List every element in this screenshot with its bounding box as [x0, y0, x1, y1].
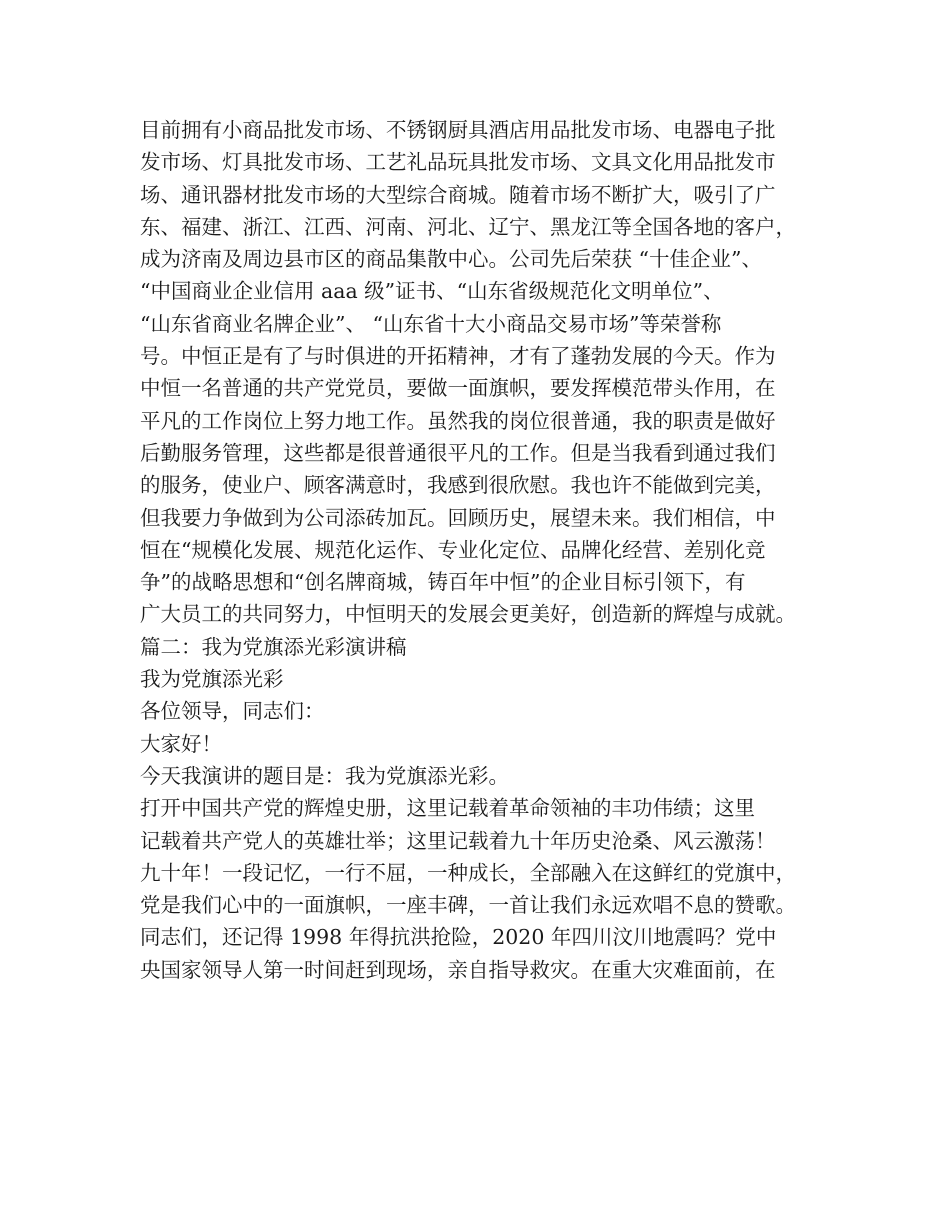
- text-line: “中国商业企业信用 aaa 级”证书、“山东省级规范化文明单位”、: [140, 279, 724, 304]
- text-line: 党是我们心中的一面旗帜，一座丰碑，一首让我们永远欢唱不息的赞歌。: [140, 893, 796, 918]
- text-line: “山东省商业名牌企业”、 “山东省十大小商品交易市场”等荣誉称: [140, 311, 722, 336]
- text-line: 中恒一名普通的共产党党员，要做一面旗帜，要发挥模范带头作用，在: [140, 376, 776, 401]
- text-line: 广大员工的共同努力，中恒明天的发展会更美好，创造新的辉煌与成就。: [140, 602, 796, 627]
- text-line: 今天我演讲的题目是：我为党旗添光彩。: [140, 763, 509, 788]
- speech-title: 我为党旗添光彩: [140, 667, 284, 692]
- text-line: 同志们，还记得 1998 年得抗洪抢险，2020 年四川汶川地震吗？党中: [140, 925, 777, 950]
- text-line: 后勤服务管理，这些都是很普通很平凡的工作。但是当我看到通过我们: [140, 440, 776, 465]
- section-heading: 篇二：我为党旗添光彩演讲稿: [140, 634, 407, 659]
- text-line: 央国家领导人第一时间赶到现场，亲自指导救灾。在重大灾难面前，在: [140, 957, 776, 982]
- text-line: 九十年！一段记忆，一行不屈，一种成长，全部融入在这鲜红的党旗中，: [140, 860, 796, 885]
- text-line: 但我要力争做到为公司添砖加瓦。回顾历史，展望未来。我们相信，中: [140, 505, 776, 530]
- text-line: 场、通讯器材批发市场的大型综合商城。随着市场不断扩大，吸引了广: [140, 182, 776, 207]
- text-line: 记载着共产党人的英雄壮举；这里记载着九十年历史沧桑、风云激荡！: [140, 828, 776, 853]
- text-line: 打开中国共产党的辉煌史册，这里记载着革命领袖的丰功伟绩；这里: [140, 796, 755, 821]
- text-line: 发市场、灯具批发市场、工艺礼品玩具批发市场、文具文化用品批发市: [140, 150, 776, 175]
- text-line: 成为济南及周边县市区的商品集散中心。公司先后荣获 “十佳企业”、: [140, 247, 762, 272]
- text-line: 平凡的工作岗位上努力地工作。虽然我的岗位很普通，我的职责是做好: [140, 408, 776, 433]
- text-line: 号。中恒正是有了与时俱进的开拓精神，才有了蓬勃发展的今天。作为: [140, 344, 776, 369]
- text-line: 东、福建、浙江、江西、河南、河北、辽宁、黑龙江等全国各地的客户，: [140, 214, 796, 239]
- text-line: 争”的战略思想和“创名牌商城，铸百年中恒”的企业目标引领下，有: [140, 570, 746, 595]
- text-line: 目前拥有小商品批发市场、不锈钢厨具酒店用品批发市场、电器电子批: [140, 118, 776, 142]
- text-line: 恒在“规模化发展、规范化运作、专业化定位、品牌化经营、差别化竞: [140, 537, 766, 562]
- document-body: [140, 114, 840, 986]
- salutation: 各位领导，同志们：: [140, 699, 325, 724]
- greeting: 大家好！: [140, 731, 222, 756]
- text-line: 的服务，使业户、顾客满意时，我感到很欣慰。我也许不能做到完美，: [140, 473, 776, 498]
